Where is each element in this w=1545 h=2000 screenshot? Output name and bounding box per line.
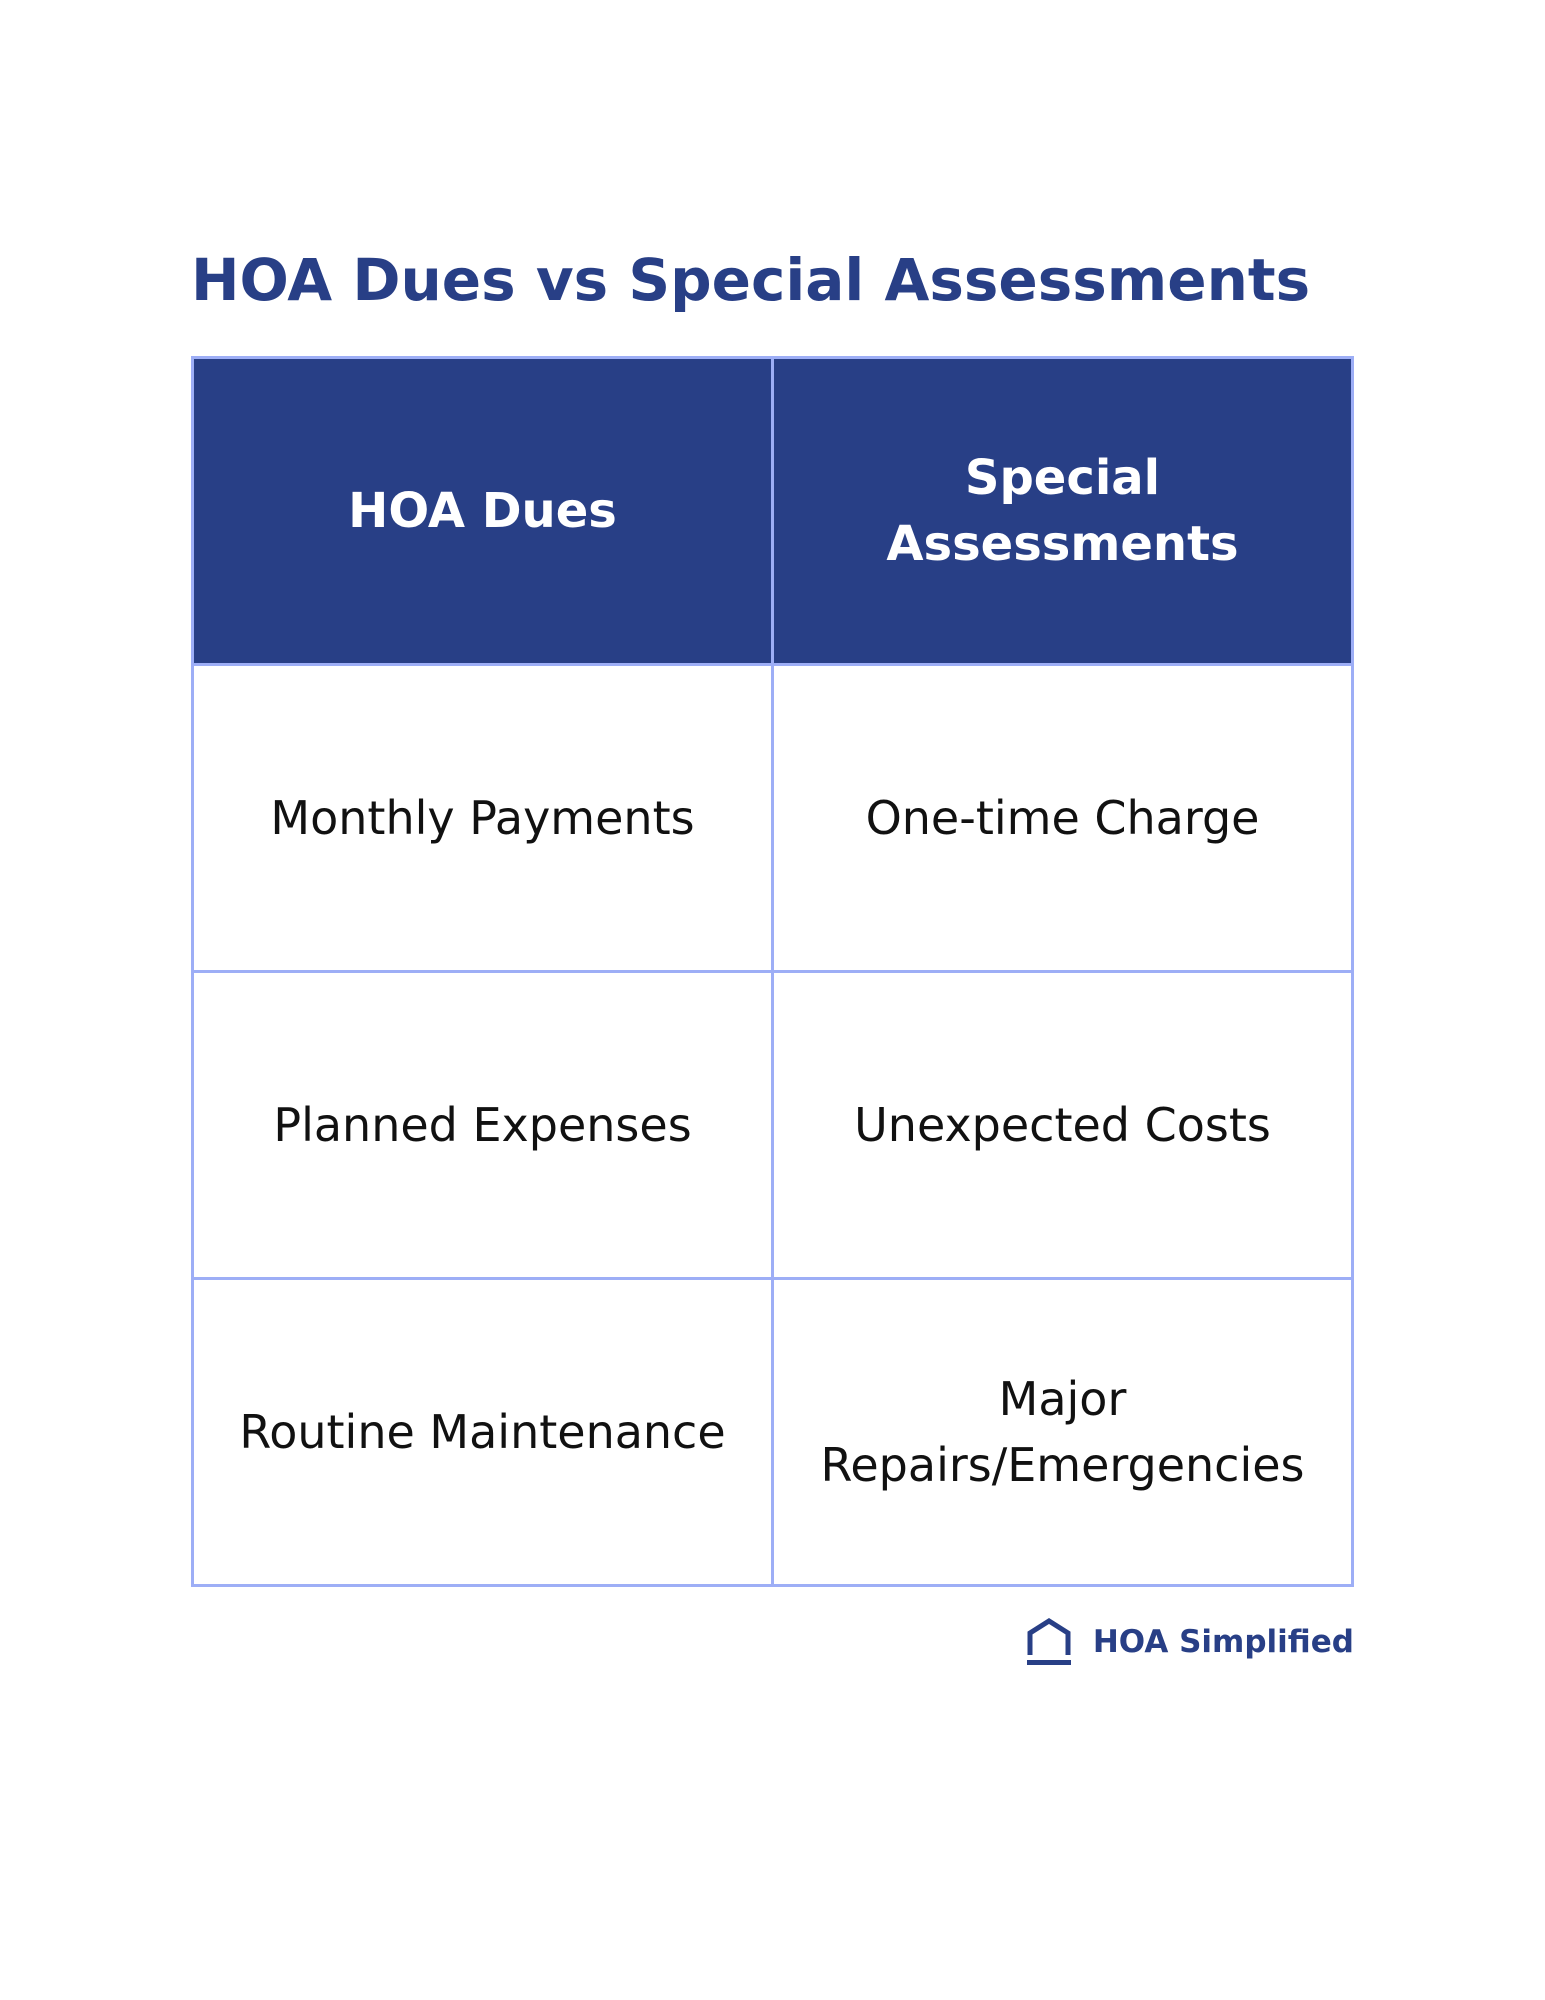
column-header-special-assessments: Special Assessments — [773, 358, 1353, 665]
brand-logo — [1025, 1614, 1354, 1670]
table-cell: Planned Expenses — [193, 972, 773, 1279]
brand-name: HOA Simplified — [1092, 1624, 1354, 1660]
table-cell: Monthly Payments — [193, 665, 773, 972]
house-icon — [1025, 1617, 1073, 1667]
table-header-row — [193, 358, 1353, 665]
page-title: HOA Dues vs Special Assessments — [191, 246, 1311, 314]
table-cell: One-time Charge — [773, 665, 1353, 972]
table-row — [193, 665, 1353, 972]
table-cell: Unexpected Costs — [773, 972, 1353, 1279]
table-row — [193, 972, 1353, 1279]
table-row — [193, 1279, 1353, 1586]
table-cell: Routine Maintenance — [193, 1279, 773, 1586]
column-header-hoa-dues: HOA Dues — [193, 358, 773, 665]
table-cell: Major Repairs/Emergencies — [773, 1279, 1353, 1586]
comparison-table — [191, 356, 1354, 1587]
